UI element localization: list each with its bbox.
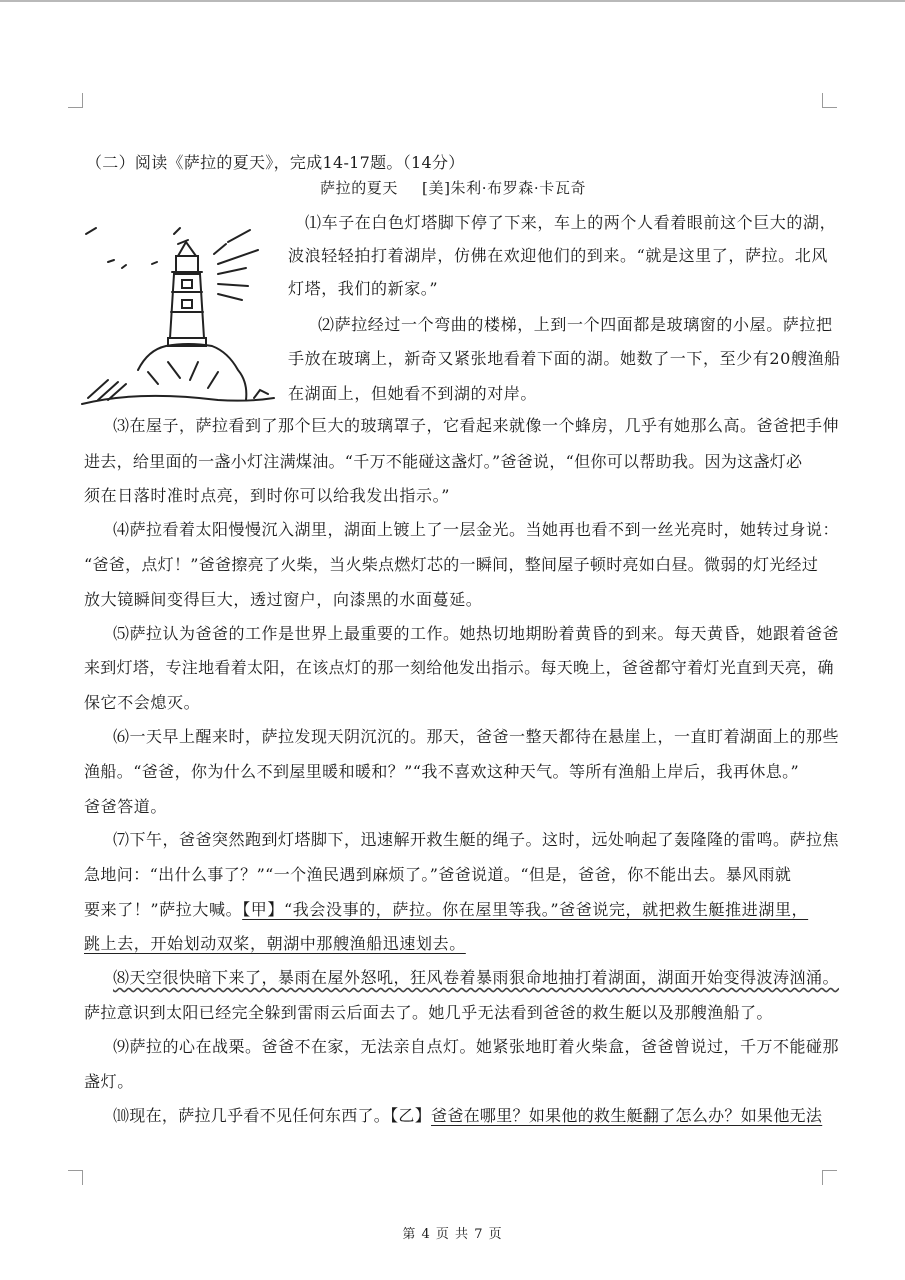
crop-mark-top-right bbox=[822, 93, 837, 108]
page-top-border bbox=[0, 0, 905, 2]
para-9-line-2: 盏灯。 bbox=[84, 1072, 134, 1091]
para-7-line-1: ⑺下午，爸爸突然跑到灯塔脚下，迅速解开救生艇的绳子。这时，远处响起了轰隆隆的雷鸣。萨拉焦 bbox=[113, 830, 840, 849]
para-5-line-1: ⑸萨拉认为爸爸的工作是世界上最重要的工作。她热切地期盼着黄昏的到来。每天黄昏，她跟着爸爸 bbox=[113, 624, 840, 643]
para-1-line-3: 灯塔，我们的新家。” bbox=[288, 279, 439, 298]
para-5-line-2: 来到灯塔，专注地看着太阳，在该点灯的那一刻给他发出指示。每天晚上，爸爸都守着灯光直到天亮，确 bbox=[84, 658, 834, 677]
para-10-lead-text: ⑽现在，萨拉几乎看不见任何东西了。【乙】 bbox=[113, 1106, 432, 1125]
para-4-line-2: “爸爸，点灯！”爸爸擦亮了火柴，当火柴点燃灯芯的一瞬间，整间屋子顿时亮如白昼。微弱的灯光经过 bbox=[84, 555, 819, 574]
para-4-line-3: 放大镜瞬间变得巨大，透过窗户，向漆黑的水面蔓延。 bbox=[84, 590, 483, 609]
underlined-passage-yi: 爸爸在哪里？如果他的救生艇翻了怎么办？如果他无法 bbox=[431, 1106, 823, 1125]
para-4-line-1: ⑷萨拉看着太阳慢慢沉入湖里，湖面上镀上了一层金光。当她再也看不到一丝光亮时，她转过身说： bbox=[113, 520, 840, 539]
article-title: 萨拉的夏天 bbox=[320, 179, 399, 197]
lighthouse-illustration bbox=[78, 222, 278, 412]
para-3-line-1: ⑶在屋子，萨拉看到了那个巨大的玻璃罩子，它看起来就像一个蜂房，几乎有她那么高。爸爸把手伸 bbox=[113, 416, 840, 435]
para-6-line-2: 渔船。“爸爸，你为什么不到屋里暖和暖和？”“我不喜欢这种天气。等所有渔船上岸后，我再休息。” bbox=[84, 762, 800, 781]
crop-mark-bottom-right bbox=[822, 1170, 837, 1185]
para-7-line-3 bbox=[84, 900, 808, 920]
para-1-line-2: 波浪轻轻拍打着湖岸，仿佛在欢迎他们的到来。“就是这里了，萨拉。北风 bbox=[288, 246, 828, 265]
para-2-line-1: ⑵萨拉经过一个弯曲的楼梯，上到一个四面都是玻璃窗的小屋。萨拉把 bbox=[318, 315, 833, 334]
para-2-line-2: 手放在玻璃上，新奇又紧张地看着下面的湖。她数了一下，至少有20艘渔船 bbox=[288, 349, 841, 368]
para-6-line-3: 爸爸答道。 bbox=[84, 797, 168, 816]
underlined-passage-jia-part-2: 跳上去，开始划动双桨，朝湖中那艘渔船迅速划去。 bbox=[84, 934, 466, 953]
section-heading: （二）阅读《萨拉的夏天》，完成14-17题。（14分） bbox=[86, 153, 465, 172]
para-3-line-3: 须在日落时准时点亮，到时你可以给我发出指示。” bbox=[84, 486, 450, 505]
para-1-line-1: ⑴车子在白色灯塔脚下停了下来，车上的两个人看着眼前这个巨大的湖， bbox=[305, 213, 837, 232]
para-9-line-1: ⑼萨拉的心在战栗。爸爸不在家，无法亲自点灯。她紧张地盯着火柴盒，爸爸曾说过，千万不能碰那 bbox=[113, 1037, 840, 1056]
para-8-line-1 bbox=[113, 968, 839, 988]
para-7-line-3-text: 要来了！”萨拉大喊。 bbox=[84, 900, 243, 919]
para-8-line-2: 萨拉意识到太阳已经完全躲到雷雨云后面去了。她几乎无法看到爸爸的救生艇以及那艘渔船了。 bbox=[84, 1003, 773, 1022]
para-10-line-1 bbox=[113, 1106, 822, 1126]
wavy-underlined-sentence: ⑻天空很快暗下来了，暴雨在屋外怒吼，狂风卷着暴雨狠命地抽打着湖面，湖面开始变得波涛汹涌。 bbox=[113, 968, 840, 987]
page-footer: 第 4 页 共 7 页 bbox=[402, 1227, 503, 1242]
para-3-line-2: 进去，给里面的一盏小灯注满煤油。“千万不能碰这盏灯。”爸爸说，“但你可以帮助我。因为这盏灯必 bbox=[84, 452, 803, 471]
article-author: [美]朱利·布罗森·卡瓦奇 bbox=[422, 179, 587, 197]
crop-mark-bottom-left bbox=[68, 1170, 83, 1185]
para-6-line-1: ⑹一天早上醒来时，萨拉发现天阴沉沉的。那天，爸爸一整天都待在悬崖上，一直盯着湖面上的那些 bbox=[113, 727, 840, 746]
para-5-line-3: 保它不会熄灭。 bbox=[84, 693, 201, 712]
crop-mark-top-left bbox=[68, 93, 83, 108]
article-title-line bbox=[320, 178, 586, 198]
para-2-line-3: 在湖面上，但她看不到湖的对岸。 bbox=[288, 384, 538, 403]
para-7-line-2: 急地问：“出什么事了？”“一个渔民遇到麻烦了。”爸爸说道。“但是，爸爸，你不能出去。暴风雨就 bbox=[84, 865, 792, 884]
underlined-passage-jia-part-1: 【甲】“我会没事的，萨拉。你在屋里等我。”爸爸说完，就把救生艇推进湖里， bbox=[242, 900, 809, 919]
para-7-line-4 bbox=[84, 934, 466, 954]
